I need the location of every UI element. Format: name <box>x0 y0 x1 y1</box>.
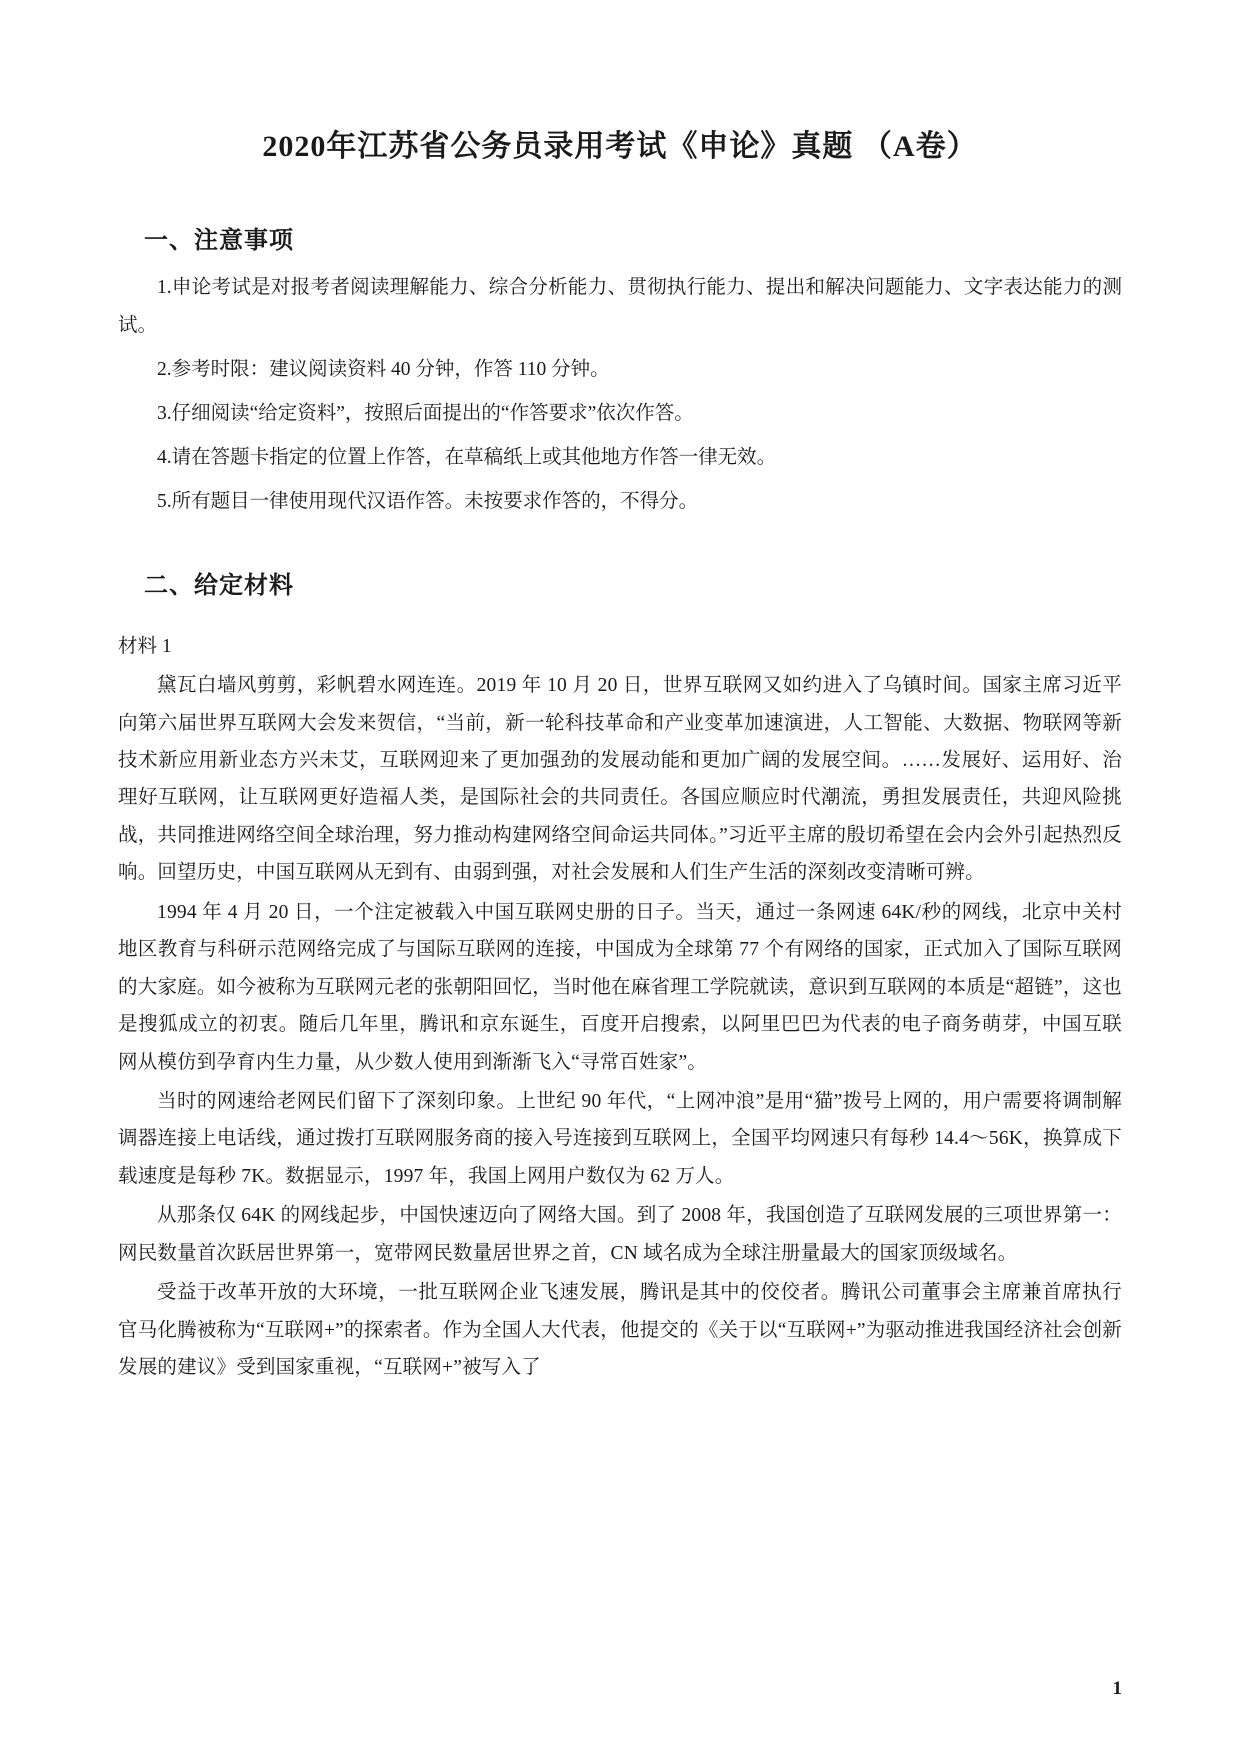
section-heading-materials: 二、给定材料 <box>144 573 294 600</box>
material-paragraph: 受益于改革开放的大环境，一批互联网企业飞速发展，腾讯是其中的佼佼者。腾讯公司董事会主席兼首席执行官马化腾被称为“互联网+”的探索者。作为全国人大代表，他提交的《关于以“互联网+”为驱动推进我国经济社会创新发展的建议》受到国家重视，“互联网+”被写入了 <box>118 1282 1122 1379</box>
material-paragraph: 黛瓦白墙风剪剪，彩帆碧水网连连。2019 年 10 月 20 日，世界互联网又如约进入了乌镇时间。国家主席习近平向第六届世界互联网大会发来贺信，“当前，新一轮科技革命和产业变革加速演进，人工智能、大数据、物联网等新技术新应用新业态方兴未艾，互联网迎来了更加强劲的发展动能和更加广阔的发展空间。……发展好、运用好、治理好互联网，让互联网更好造福人类，是国际社会的共同责任。各国应顺应时代潮流，勇担发展责任，共迎风险挑战，共同推进网络空间全球治理，努力推动构建网络空间命运共同体。”习近平主席的殷切希望在会内会外引起热烈反响。回望历史，中国互联网从无到有、由弱到强，对社会发展和人们生产生活的深刻改变清晰可辨。 <box>118 675 1122 884</box>
material-paragraph: 从那条仅 64K 的网线起步，中国快速迈向了网络大国。到了 2008 年，我国创造了互联网发展的三项世界第一：网民数量首次跃居世界第一，宽带网民数量居世界之首，CN 域名成为全球注册量最大的国家顶级域名。 <box>118 1205 1122 1264</box>
note-item: 5.所有题目一律使用现代汉语作答。未按要求作答的，不得分。 <box>157 491 699 513</box>
note-item: 1.申论考试是对报考者阅读理解能力、综合分析能力、贯彻执行能力、提出和解决问题能力、文字表达能力的测试。 <box>118 277 1122 337</box>
section-heading-notes: 一、注意事项 <box>144 228 294 254</box>
material-paragraph: 当时的网速给老网民们留下了深刻印象。上世纪 90 年代，“上网冲浪”是用“猫”拨号上网的，用户需要将调制解调器连接上电话线，通过拨打互联网服务商的接入号连接到互联网上，全国平均网速只有每秒 14.4～56K，换算成下载速度是每秒 7K。数据显示，1997 年，我国上网用户数仅为 62 万人。 <box>118 1090 1122 1187</box>
note-item: 2.参考时限：建议阅读资料 40 分钟，作答 110 分钟。 <box>157 359 610 381</box>
page-number: 1 <box>1112 1678 1122 1699</box>
note-item: 3.仔细阅读“给定资料”，按照后面提出的“作答要求”依次作答。 <box>157 403 694 425</box>
material-label: 材料 1 <box>118 636 172 658</box>
note-item: 4.请在答题卡指定的位置上作答，在草稿纸上或其他地方作答一律无效。 <box>157 447 777 469</box>
material-paragraph: 1994 年 4 月 20 日，一个注定被载入中国互联网史册的日子。当天，通过一条网速 64K/秒的网线，北京中关村地区教育与科研示范网络完成了与国际互联网的连接，中国成为全球第 77 个有网络的国家，正式加入了国际互联网的大家庭。如今被称为互联网元老的张朝阳回忆，当时他在麻省理工学院就读，意识到互联网的本质是“超链”，这也是搜狐成立的初衷。随后几年里，腾讯和京东诞生，百度开启搜索，以阿里巴巴为代表的电子商务萌芽，中国互联网从模仿到孕育内生力量，从少数人使用到渐渐飞入“寻常百姓家”。 <box>118 901 1122 1073</box>
page-title: 2020年江苏省公务员录用考试《申论》真题 （A卷） <box>262 130 978 163</box>
